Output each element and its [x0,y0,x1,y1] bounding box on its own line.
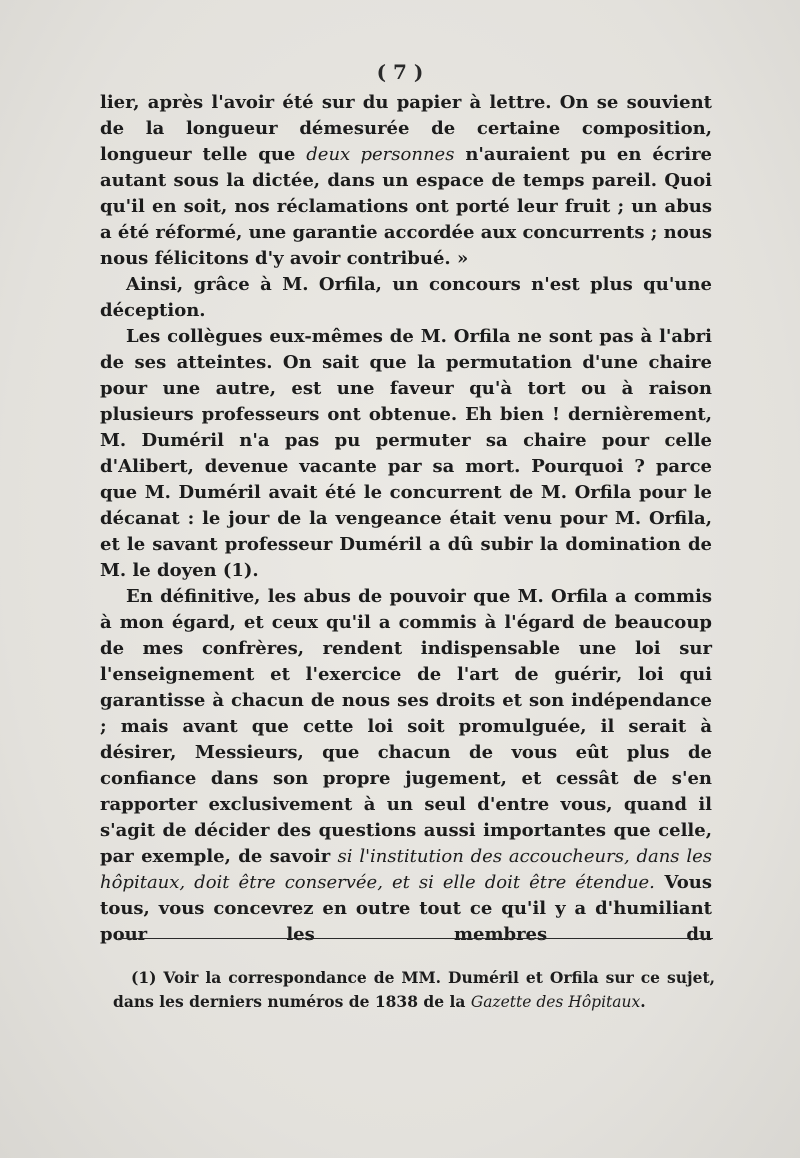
text-run: n'auraient pu en écrire autant sous la dictée, dans un espace de temps pareil. Quoi qu'il en soit, nos réclamations ont porté leur fruit ; un abus a été réformé, une garantie accordée aux concurrents ; nous nous félicitons d'y avoir contribué. » [100,144,712,269]
italic-text: deux personnes [306,144,455,165]
footnote [113,966,715,1014]
paragraph [100,584,712,948]
text-run: . [640,992,646,1011]
text-run: (1) Voir la correspondance de MM. Duméril et Orfila sur ce sujet, dans les derniers numéros de 1838 de la [113,968,715,1011]
footnote-rule [118,938,713,939]
paragraph [100,90,712,272]
italic-text: Gazette des Hôpitaux [470,993,641,1011]
text-run: Ainsi, grâce à M. Orfila, un concours n'est plus qu'une déception. [100,274,712,321]
text-run: lier, après l'avoir été sur du papier à lettre. On se souvient de la longueur démesurée de certaine composition, longueur telle que [100,92,712,165]
italic-text: si l'institution des accoucheurs, dans les hôpitaux, doit être conservée, et si elle doit être étendue. [100,846,712,893]
page-number: ( 7 ) [376,60,424,84]
paragraph [100,272,712,324]
text-run: En définitive, les abus de pouvoir que M. Orfila a commis à mon égard, et ceux qu'il a commis à l'égard de beaucoup de mes confrères, rendent indispensable une loi sur l'enseignement et l'exercice de l'art de guérir, loi qui garantisse à chacun de nous ses droits et son indépendance ; mais avant que cette loi soit promulguée, il serait à désirer, Messieurs, que chacun de vous eût plus de confiance dans son propre jugement, et cessât de s'en rapporter exclusivement à un seul d'entre vous, quand il s'agit de décider des questions aussi importantes que celle, par exemple, de savoir [100,586,712,867]
text-run: Les collègues eux-mêmes de M. Orfila ne sont pas à l'abri de ses atteintes. On sait que la permutation d'une chaire pour une autre, est une faveur qu'à tort ou à raison plusieurs professeurs ont obtenue. Eh bien ! dernièrement, M. Duméril n'a pas pu permuter sa chaire pour celle d'Alibert, devenue vacante par sa mort. Pourquoi ? parce que M. Duméril avait été le concurrent de M. Orfila pour le décanat : le jour de la vengeance était venu pour M. Orfila, et le savant professeur Duméril a dû subir la domination de M. le doyen (1). [100,326,712,581]
body-text [100,90,712,948]
paragraph [100,324,712,584]
text-run: Vous tous, vous concevrez en outre tout ce qu'il y a d'humiliant pour les membres du [100,872,713,945]
